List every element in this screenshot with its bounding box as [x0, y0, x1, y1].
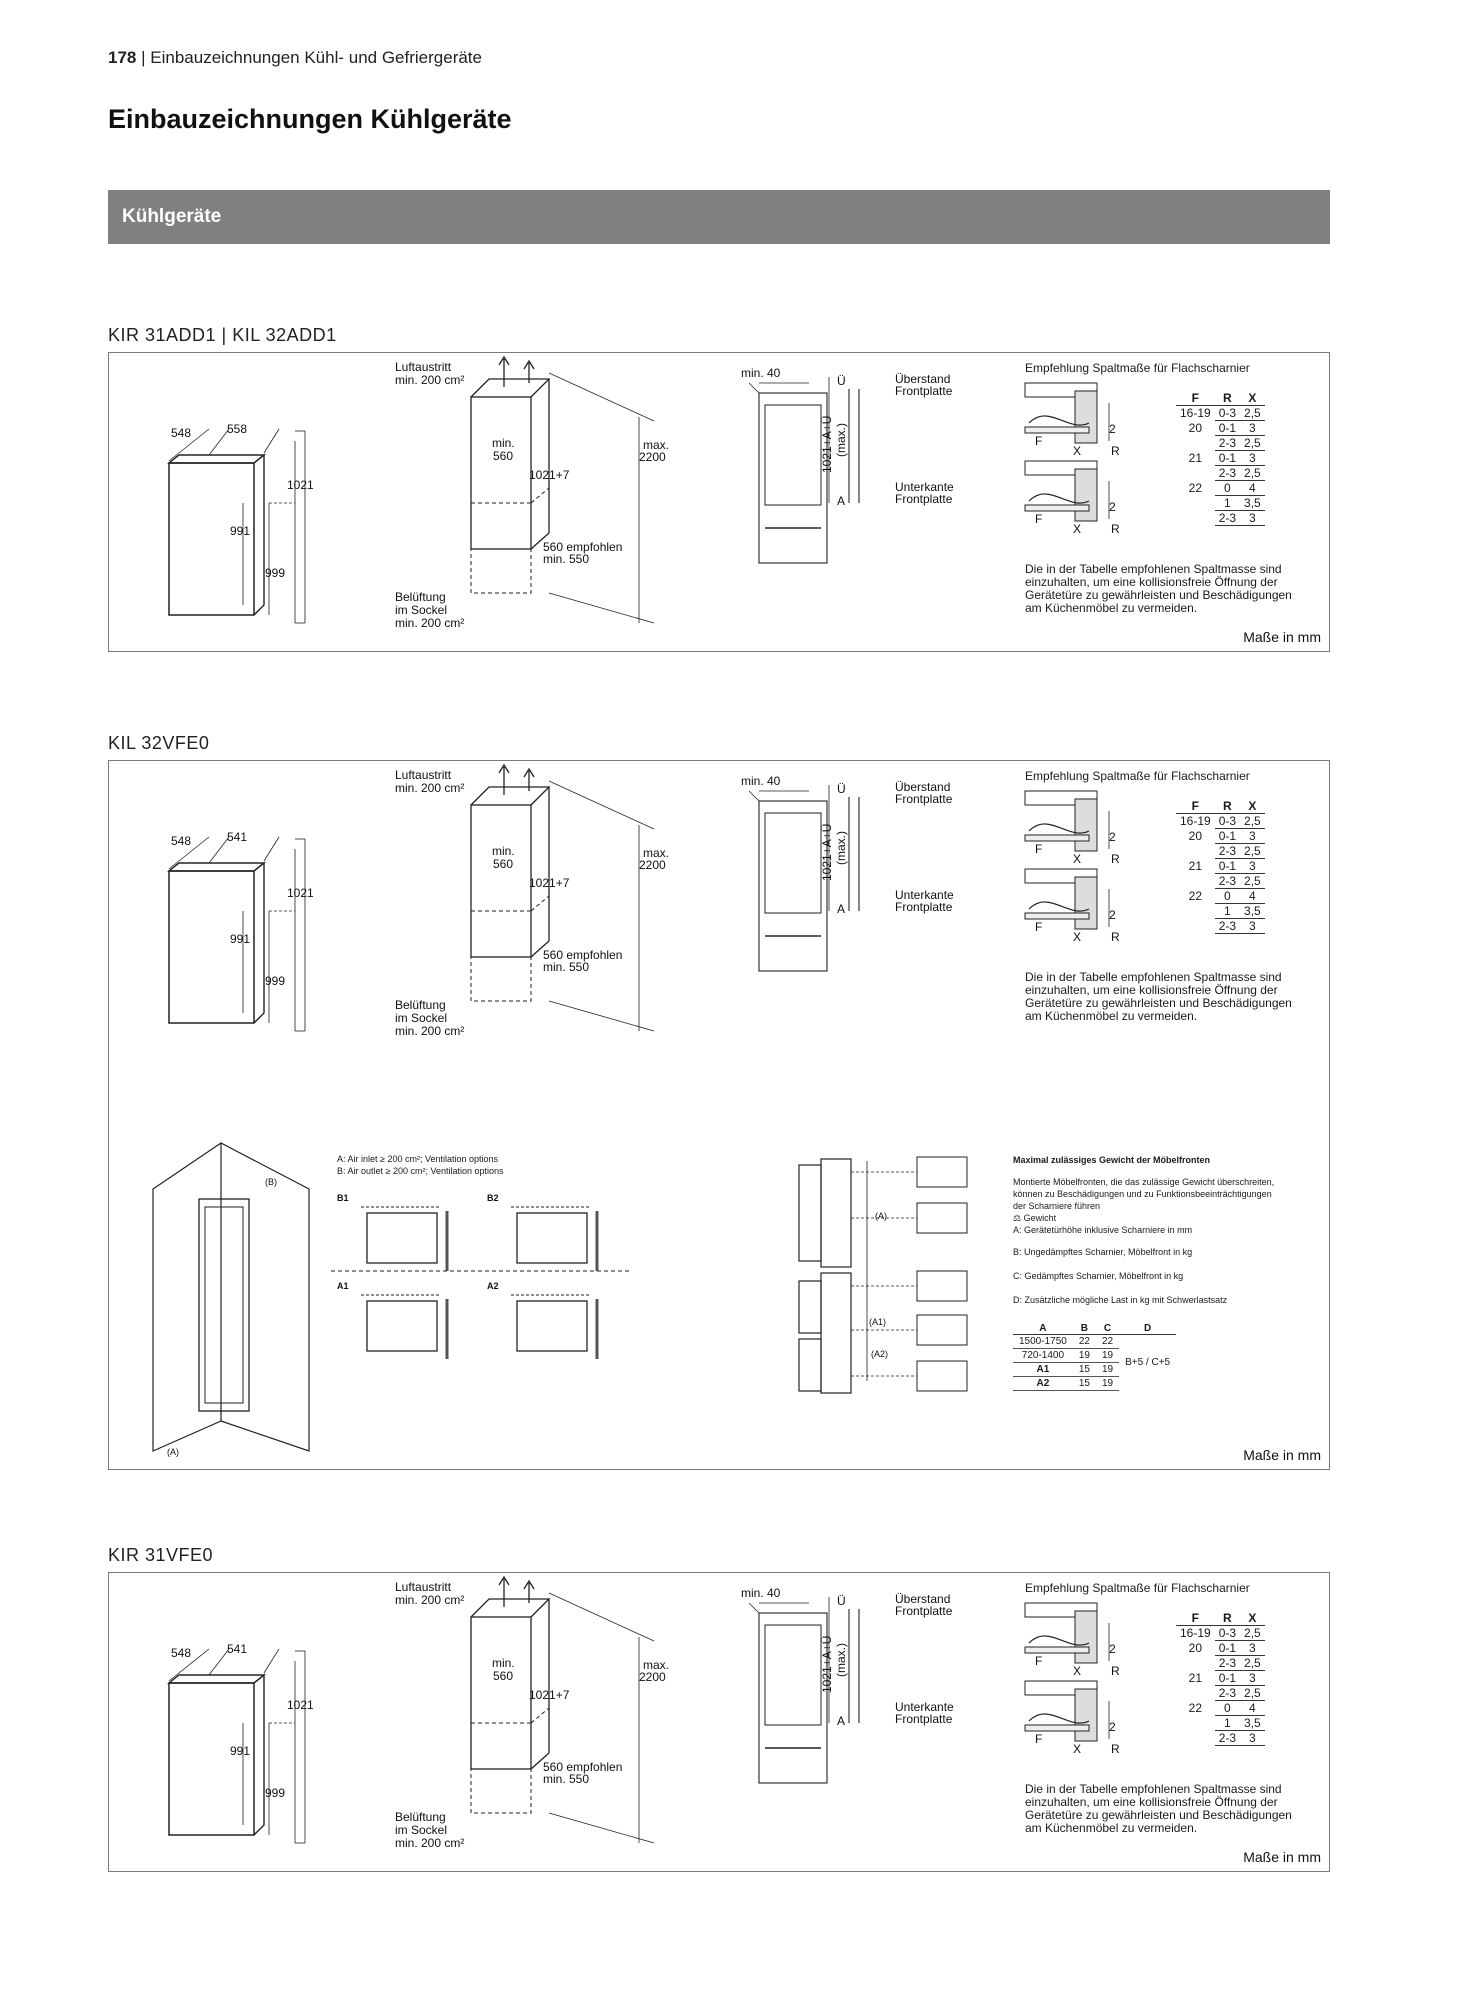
gap-table-cell: 2,5 [1240, 814, 1265, 829]
overhang-label: Überstand [895, 1592, 951, 1606]
gap-table-cell: 3 [1240, 1641, 1265, 1656]
gap-table-row [1176, 451, 1265, 466]
fronts-title: Maximal zulässiges Gewicht der Möbelfronten [1013, 1155, 1211, 1165]
model-title: KIR 31VFE0 [108, 1545, 214, 1565]
units-note: Maße in mm [1243, 1849, 1321, 1865]
label-2: 2 [1109, 908, 1116, 922]
fronts-table-cell: 22 [1096, 1335, 1119, 1349]
chapter-title: Einbauzeichnungen Kühl- und Gefriergeräte [150, 48, 482, 67]
gap-table-cell: 2-3 [1215, 874, 1240, 889]
legend-air-inlet: A: Air inlet ≥ 200 cm²; Ventilation options [337, 1154, 499, 1164]
gap-table-row [1176, 1701, 1265, 1716]
gap-table-cell: 3 [1240, 511, 1265, 526]
fronts-legend-c: C: Gedämpftes Scharnier, Möbelfront in kg [1013, 1271, 1184, 1281]
gap-table-cell: 22 [1188, 1701, 1203, 1715]
gap-table-header: F [1176, 391, 1215, 406]
vertical-dim: 1021+A+Ü [820, 1635, 834, 1693]
offset-symbol: A [837, 1714, 846, 1728]
label-f: F [1035, 512, 1043, 526]
fronts-weight: Gewicht [1023, 1213, 1057, 1223]
fronts-legend-a: A: Gerätetürhöhe inklusive Scharniere in mm [1013, 1225, 1193, 1235]
label-x: X [1073, 522, 1082, 536]
niche-width-value: 560 [493, 449, 514, 463]
gap-table-cell: 1 [1215, 904, 1240, 919]
model-title: KIL 32VFE0 [108, 733, 210, 753]
fronts-table-cell: 1500-1750 [1013, 1335, 1073, 1349]
label-r: R [1111, 444, 1120, 458]
base-ventilation-min: min. 200 cm² [395, 616, 465, 630]
fronts-table-cell: 19 [1096, 1377, 1119, 1391]
page-number: 178 [108, 48, 137, 67]
gap-table-row [1176, 511, 1265, 526]
label-2: 2 [1109, 422, 1116, 436]
vertical-dim: 1021+A+Ü [820, 823, 834, 881]
vertical-dim-max: (max.) [834, 831, 848, 865]
air-outlet-min: min. 200 cm² [395, 373, 465, 387]
niche-depth-recommended: 560 empfohlen [543, 540, 623, 554]
gap-table-cell: 2,5 [1240, 874, 1265, 889]
niche-depth-min: min. 550 [543, 960, 590, 974]
gap-table-header: X [1240, 391, 1265, 406]
fronts-table [1013, 1323, 1176, 1391]
fronts-table-cell: 19 [1096, 1363, 1119, 1377]
fronts-table-header: A [1013, 1323, 1073, 1335]
units-note: Maße in mm [1243, 629, 1321, 645]
gap-table-cell: 20 [1188, 1641, 1203, 1655]
base-ventilation-place: im Sockel [395, 603, 448, 617]
max-height: 2200 [639, 1670, 666, 1684]
gap-table [1176, 391, 1265, 526]
dim-depth: 541 [227, 830, 248, 844]
label-f: F [1035, 434, 1043, 448]
gap-table-cell [1176, 1716, 1215, 1731]
ventilation-group [153, 1143, 967, 1457]
dim-depth: 558 [227, 422, 248, 436]
label-r: R [1111, 852, 1120, 866]
gap-table-cell: 21 [1188, 1671, 1203, 1685]
niche-a1-label: A1 [337, 1281, 349, 1291]
gap-table-cell: 0-3 [1215, 1626, 1240, 1641]
niche-width-min: min. [492, 436, 515, 450]
fronts-table-cell: A2 [1013, 1377, 1073, 1391]
gap-table-header: X [1240, 799, 1265, 814]
gap-table-cell: 3 [1240, 421, 1265, 436]
gap-table [1176, 1611, 1265, 1746]
gap-table-cell: 21 [1188, 451, 1203, 465]
gap-table-header: R [1215, 799, 1240, 814]
fronts-table-cell: 19 [1073, 1349, 1096, 1363]
gap-table-cell: 2-3 [1215, 1686, 1240, 1701]
gap-table-row [1176, 1731, 1265, 1746]
front-panel-label: Frontplatte [895, 900, 953, 914]
gap-table-row [1176, 481, 1265, 496]
gap-table-cell: 0-1 [1215, 421, 1240, 436]
label-2: 2 [1109, 830, 1116, 844]
side-section-sketch [741, 1586, 954, 1783]
gap-table-row [1176, 1716, 1265, 1731]
gap-table-cell: 16-19 [1180, 1626, 1211, 1641]
gap-table-cell: 3 [1240, 919, 1265, 934]
gap-table-cell: 1 [1215, 1716, 1240, 1731]
gap-table-cell: 3 [1240, 451, 1265, 466]
front-panel-label: Frontplatte [895, 1604, 953, 1618]
dim-height-niche: 999 [265, 566, 286, 580]
gap-table-cell: 2,5 [1240, 1656, 1265, 1671]
fronts-table-cell: 19 [1096, 1349, 1119, 1363]
label-x: X [1073, 930, 1082, 944]
drawing-panel [108, 352, 1330, 652]
gap-table-cell: 3,5 [1240, 904, 1265, 919]
front-panel-label: Frontplatte [895, 492, 953, 506]
dim-height-total: 1021 [287, 886, 314, 900]
appliance-sketch [169, 1642, 314, 1843]
fronts-label-a: (A) [875, 1211, 887, 1221]
drawing-panel [108, 760, 1330, 1470]
section-bar [108, 190, 1330, 244]
niche-b1 [337, 1193, 447, 1271]
base-ventilation-label: Belüftung [395, 998, 446, 1012]
gap-table-row [1176, 1641, 1265, 1656]
label-f: F [1035, 1732, 1043, 1746]
label-f: F [1035, 920, 1043, 934]
offset-symbol: A [837, 902, 846, 916]
fronts-legend [1013, 1154, 1283, 1306]
gap-table-header: R [1215, 391, 1240, 406]
niche-depth-min: min. 550 [543, 552, 590, 566]
base-ventilation-min: min. 200 cm² [395, 1836, 465, 1850]
fronts-intro: Montierte Möbelfronten, die das zulässige Gewicht überschreiten, können zu Beschädigungen und zu Funktionsbeeinträchtigungen der Scharniere führen [1013, 1177, 1275, 1211]
drawing-panel [108, 1572, 1330, 1872]
niche-height: 1021+7 [529, 876, 570, 890]
max-height: 2200 [639, 858, 666, 872]
fronts-table-cell: A1 [1013, 1363, 1073, 1377]
gap-table-cell [1176, 1656, 1215, 1671]
label-f: F [1035, 1654, 1043, 1668]
min-gap-label: min. 40 [741, 774, 781, 788]
overhang-symbol: Ü [837, 782, 846, 796]
gap-table-cell: 0-1 [1215, 1641, 1240, 1656]
air-outlet-label: Luftaustritt [395, 1580, 452, 1594]
max-height: 2200 [639, 450, 666, 464]
fronts-table-header: B [1073, 1323, 1096, 1335]
gap-table-row [1176, 466, 1265, 481]
gap-table-row [1176, 436, 1265, 451]
niche-height: 1021+7 [529, 468, 570, 482]
gap-table-cell: 20 [1188, 421, 1203, 435]
niche-sketch [395, 357, 669, 630]
gap-table-cell: 3 [1240, 829, 1265, 844]
niche-width-value: 560 [493, 1669, 514, 1683]
dim-height-door: 991 [230, 932, 251, 946]
label-2: 2 [1109, 1642, 1116, 1656]
gap-table-row [1176, 1626, 1265, 1641]
fronts-table-cell: 15 [1073, 1377, 1096, 1391]
offset-symbol: A [837, 494, 846, 508]
dim-height-niche: 999 [265, 1786, 286, 1800]
gap-table-row [1176, 421, 1265, 436]
fronts-label-a2: (A2) [871, 1349, 889, 1359]
air-outlet-min: min. 200 cm² [395, 781, 465, 795]
gap-table-cell: 0 [1215, 889, 1240, 904]
air-outlet-label: Luftaustritt [395, 360, 452, 374]
niche-a2-label: A2 [487, 1281, 499, 1291]
side-section-sketch [741, 366, 954, 563]
dim-width: 548 [171, 834, 192, 848]
gap-table-cell: 22 [1188, 481, 1203, 495]
header-separator: | [141, 48, 146, 67]
gap-table-cell: 16-19 [1180, 406, 1211, 421]
niche-sketch [395, 1577, 669, 1850]
fronts-table-header: C [1096, 1323, 1119, 1335]
gap-heading: Empfehlung Spaltmaße für Flachscharnier [1025, 769, 1250, 783]
label-r: R [1111, 1742, 1120, 1756]
gap-table-header: F [1176, 799, 1215, 814]
gap-table-cell: 20 [1188, 829, 1203, 843]
gap-table-cell: 0-1 [1215, 1671, 1240, 1686]
gap-table-cell: 22 [1188, 889, 1203, 903]
fronts-table-d: B+5 / C+5 [1125, 1357, 1171, 1369]
section-bar-label: Kühlgeräte [122, 206, 222, 227]
overhang-label: Überstand [895, 372, 951, 386]
niche-depth-recommended: 560 empfohlen [543, 1760, 623, 1774]
base-ventilation-label: Belüftung [395, 1810, 446, 1824]
gap-table-cell: 0-1 [1215, 829, 1240, 844]
fronts-table-row [1013, 1335, 1176, 1349]
gap-table-cell: 0 [1215, 1701, 1240, 1716]
fronts-table-cell: 720-1400 [1013, 1349, 1073, 1363]
drawing-group [169, 357, 1120, 630]
gap-table-cell: 2,5 [1240, 406, 1265, 421]
gap-table-row [1176, 1686, 1265, 1701]
overhang-symbol: Ü [837, 374, 846, 388]
niche-b2 [487, 1193, 597, 1271]
gap-table-cell [1176, 466, 1215, 481]
label-x: X [1073, 1742, 1082, 1756]
weight-icon: ⚖ [1013, 1213, 1022, 1223]
fronts-legend-d: D: Zusätzliche mögliche Last in kg mit Schwerlastsatz [1013, 1295, 1228, 1305]
gap-table-cell: 2-3 [1215, 919, 1240, 934]
gap-table-cell [1176, 1686, 1215, 1701]
gap-table-cell: 2-3 [1215, 1656, 1240, 1671]
dim-height-total: 1021 [287, 1698, 314, 1712]
gap-table-row [1176, 406, 1265, 421]
gap-table-cell: 0-3 [1215, 814, 1240, 829]
gap-table-cell: 2-3 [1215, 466, 1240, 481]
dim-height-door: 991 [230, 1744, 251, 1758]
label-2: 2 [1109, 500, 1116, 514]
front-panel-label: Frontplatte [895, 792, 953, 806]
fronts-table-header: D [1119, 1323, 1176, 1335]
gap-table-cell: 2,5 [1240, 1686, 1265, 1701]
gap-table-row [1176, 1656, 1265, 1671]
gap-table-cell: 2,5 [1240, 436, 1265, 451]
ventilation-legend [337, 1153, 617, 1177]
gap-table-cell: 2-3 [1215, 511, 1240, 526]
niche-depth-recommended: 560 empfohlen [543, 948, 623, 962]
min-gap-label: min. 40 [741, 366, 781, 380]
gap-table-cell: 3,5 [1240, 496, 1265, 511]
gap-table-cell: 0 [1215, 481, 1240, 496]
niche-width-value: 560 [493, 857, 514, 871]
gap-table-cell: 3 [1240, 1731, 1265, 1746]
front-panel-label: Frontplatte [895, 1712, 953, 1726]
air-outlet-label: Luftaustritt [395, 768, 452, 782]
legend-air-outlet: B: Air outlet ≥ 200 cm²; Ventilation options [337, 1166, 504, 1176]
model-title: KIR 31ADD1 | KIL 32ADD1 [108, 325, 337, 345]
niche-width-min: min. [492, 1656, 515, 1670]
lower-edge-label: Unterkante [895, 480, 954, 494]
niche-b1-label: B1 [337, 1193, 349, 1203]
lower-edge-label: Unterkante [895, 1700, 954, 1714]
gap-table-cell: 4 [1240, 889, 1265, 904]
gap-table-cell: 3 [1240, 859, 1265, 874]
dim-height-total: 1021 [287, 478, 314, 492]
gap-heading: Empfehlung Spaltmaße für Flachscharnier [1025, 361, 1250, 375]
front-panel-label: Frontplatte [895, 384, 953, 398]
base-ventilation-place: im Sockel [395, 1011, 448, 1025]
gap-table-cell: 2,5 [1240, 1626, 1265, 1641]
page-title: Einbauzeichnungen Kühlgeräte [108, 104, 512, 134]
base-ventilation-place: im Sockel [395, 1823, 448, 1837]
label-air-outlet: (B) [265, 1177, 277, 1187]
gap-table-cell: 1 [1215, 496, 1240, 511]
gap-note: Die in der Tabelle empfohlenen Spaltmasse sind einzuhalten, um eine kollisionsfreie Öffnung der Gerätetüre zu gewährleisten und Beschädigungen am Küchenmöbel zu vermeiden. [1025, 970, 1292, 1023]
gap-table-cell: 0-1 [1215, 451, 1240, 466]
niche-height: 1021+7 [529, 1688, 570, 1702]
gap-table-cell [1176, 1731, 1215, 1746]
vertical-dim-max: (max.) [834, 423, 848, 457]
gap-table-cell: 2-3 [1215, 436, 1240, 451]
hinge-detail [1025, 383, 1120, 458]
appliance-sketch [169, 422, 314, 623]
gap-table-row [1176, 496, 1265, 511]
min-gap-label: min. 40 [741, 1586, 781, 1600]
niche-width-min: min. [492, 844, 515, 858]
gap-note: Die in der Tabelle empfohlenen Spaltmasse sind einzuhalten, um eine kollisionsfreie Öffnung der Gerätetüre zu gewährleisten und Beschädigungen am Küchenmöbel zu vermeiden. [1025, 1782, 1292, 1835]
air-outlet-min: min. 200 cm² [395, 1593, 465, 1607]
units-note: Maße in mm [1243, 1447, 1321, 1463]
label-r: R [1111, 1664, 1120, 1678]
label-air-inlet: (A) [167, 1447, 179, 1457]
hinge-detail [1025, 1681, 1120, 1756]
niche-b2-label: B2 [487, 1193, 499, 1203]
fronts-sketch [799, 1157, 967, 1393]
label-2: 2 [1109, 1720, 1116, 1734]
label-x: X [1073, 1664, 1082, 1678]
running-header [108, 48, 482, 68]
dim-height-niche: 999 [265, 974, 286, 988]
dim-depth: 541 [227, 1642, 248, 1656]
gap-table-cell: 0-1 [1215, 859, 1240, 874]
gap-table-cell: 0-3 [1215, 406, 1240, 421]
niche-a1 [337, 1281, 447, 1359]
label-r: R [1111, 930, 1120, 944]
hinge-detail [1025, 461, 1120, 536]
gap-table-cell: 3,5 [1240, 1716, 1265, 1731]
dim-height-door: 991 [230, 524, 251, 538]
niche-a2 [487, 1281, 597, 1359]
gap-note: Die in der Tabelle empfohlenen Spaltmasse sind einzuhalten, um eine kollisionsfreie Öffnung der Gerätetüre zu gewährleisten und Beschädigungen am Küchenmöbel zu vermeiden. [1025, 562, 1292, 615]
hinge-detail [1025, 1603, 1120, 1678]
gap-table-header: F [1176, 1611, 1215, 1626]
gap-table-row [1176, 1671, 1265, 1686]
max-label: max. [643, 1658, 670, 1672]
label-f: F [1035, 842, 1043, 856]
gap-heading: Empfehlung Spaltmaße für Flachscharnier [1025, 1581, 1250, 1595]
lower-edge-label: Unterkante [895, 888, 954, 902]
overhang-label: Überstand [895, 780, 951, 794]
label-x: X [1073, 444, 1082, 458]
gap-table-cell: 2-3 [1215, 844, 1240, 859]
vertical-dim: 1021+A+Ü [820, 415, 834, 473]
base-ventilation-label: Belüftung [395, 590, 446, 604]
gap-table-cell [1176, 511, 1215, 526]
label-x: X [1073, 852, 1082, 866]
gap-table-cell: 3 [1240, 1671, 1265, 1686]
max-label: max. [643, 438, 670, 452]
fronts-legend-b: B: Ungedämpftes Scharnier, Möbelfront in kg [1013, 1247, 1193, 1257]
fronts-table-cell: 15 [1073, 1363, 1096, 1377]
gap-table-cell: 16-19 [1180, 814, 1211, 829]
fronts-label-a1: (A1) [869, 1317, 887, 1327]
max-label: max. [643, 846, 670, 860]
gap-table-cell: 2,5 [1240, 466, 1265, 481]
gap-table-cell: 2,5 [1240, 844, 1265, 859]
gap-table-cell: 4 [1240, 481, 1265, 496]
gap-table-header: R [1215, 1611, 1240, 1626]
gap-table-cell [1176, 436, 1215, 451]
gap-table-cell: 2-3 [1215, 1731, 1240, 1746]
overhang-symbol: Ü [837, 1594, 846, 1608]
gap-table-cell: 4 [1240, 1701, 1265, 1716]
base-ventilation-min: min. 200 cm² [395, 1024, 465, 1038]
gap-table-cell [1176, 496, 1215, 511]
hinge-details [1025, 383, 1120, 536]
niche-depth-min: min. 550 [543, 1772, 590, 1786]
drawing-group [169, 1577, 1120, 1850]
vertical-dim-max: (max.) [834, 1643, 848, 1677]
dim-width: 548 [171, 1646, 192, 1660]
hinge-details [1025, 1603, 1120, 1756]
dim-width: 548 [171, 426, 192, 440]
fronts-table-cell: 22 [1073, 1335, 1096, 1349]
label-r: R [1111, 522, 1120, 536]
gap-table-header: X [1240, 1611, 1265, 1626]
gap-table-cell: 21 [1188, 859, 1203, 873]
